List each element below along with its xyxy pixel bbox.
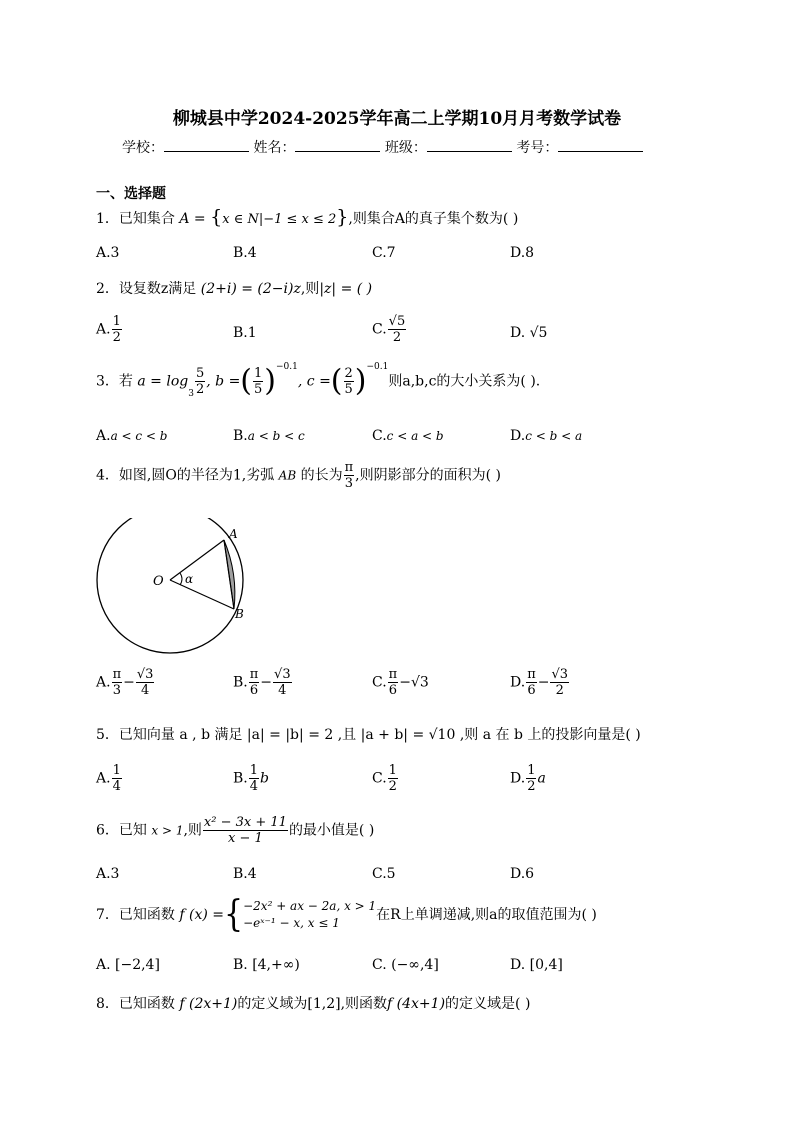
- option-label: B.: [233, 428, 248, 444]
- label-a: A: [229, 527, 238, 541]
- option-label: D.: [510, 770, 526, 787]
- brace-left: {: [224, 893, 244, 936]
- option-c[interactable]: C.5: [372, 866, 396, 882]
- question-5: [96, 724, 641, 744]
- option-label: D.: [510, 674, 526, 691]
- numerator: 1: [112, 763, 121, 778]
- numerator: π: [388, 667, 398, 682]
- numerator: 2: [344, 366, 353, 381]
- option-a[interactable]: A. [−2,4]: [96, 957, 160, 973]
- brace-left: {: [210, 206, 223, 228]
- option-b[interactable]: B.4: [233, 866, 257, 882]
- circle-figure: [92, 518, 262, 658]
- vector: a: [537, 770, 546, 787]
- class-blank[interactable]: [427, 139, 512, 152]
- numerator: √3: [274, 667, 291, 682]
- fraction: [388, 763, 398, 794]
- numerator: √3: [551, 667, 569, 682]
- question-text: 的长为: [300, 467, 343, 484]
- question-number: 4．: [96, 467, 119, 484]
- option-b[interactable]: [233, 428, 305, 444]
- question-text: 如图,圆O的半径为1,劣弧: [118, 467, 275, 484]
- option-d[interactable]: [510, 428, 582, 444]
- question-text: 则a,b,c的大小关系为( ).: [388, 373, 541, 390]
- question-text: 若: [118, 373, 133, 390]
- fraction: [203, 815, 288, 846]
- denominator: x − 1: [228, 831, 263, 846]
- question-number: 6．: [96, 822, 119, 839]
- question-4: [96, 460, 501, 491]
- fraction: [526, 667, 537, 698]
- option-b[interactable]: B. [4,+∞): [233, 957, 300, 973]
- number-blank[interactable]: [558, 139, 643, 152]
- math-expr: A =: [179, 211, 206, 227]
- fraction: [112, 314, 122, 345]
- option-d[interactable]: [510, 667, 570, 698]
- section-heading: 一、选择题: [96, 186, 166, 202]
- fraction: [273, 667, 292, 698]
- option-c[interactable]: [372, 763, 399, 794]
- paren-right: ): [264, 363, 277, 399]
- question-number: 2．: [96, 281, 119, 297]
- case-1: −2x² + ax − 2a, x > 1: [243, 899, 377, 913]
- question-number: 1．: [96, 211, 119, 227]
- fraction: [112, 667, 123, 698]
- math-expr: (2+i) = (2−i)z: [200, 281, 301, 297]
- math-expr: f (4x+1): [387, 996, 446, 1012]
- option-label: A.: [96, 674, 111, 691]
- math-expr: , c =: [297, 373, 331, 390]
- paren-left: (: [330, 363, 343, 399]
- denominator: 2: [392, 330, 402, 345]
- question-text: 已知函数: [118, 996, 175, 1012]
- option-a[interactable]: [96, 667, 155, 698]
- question-text: 的最小值是( ): [288, 822, 375, 839]
- option-label: B.: [233, 770, 248, 787]
- option-label: C.: [372, 321, 387, 338]
- operator: −: [399, 674, 411, 691]
- fraction: [249, 763, 259, 794]
- name-label: 姓名：: [253, 140, 296, 156]
- fraction: [388, 314, 407, 345]
- denominator: 2: [195, 382, 205, 397]
- question-7: [96, 893, 597, 936]
- question-text: ,则集合A的真子集个数为( ): [348, 211, 519, 227]
- question-text: ,则函数: [340, 996, 388, 1012]
- option-c[interactable]: [372, 314, 407, 345]
- option-c[interactable]: C.7: [372, 245, 396, 261]
- fraction: [195, 366, 205, 397]
- denominator: 2: [112, 330, 121, 345]
- option-d[interactable]: D.6: [510, 866, 535, 882]
- math-expr: f (x) =: [179, 907, 225, 923]
- paren-left: (: [240, 363, 253, 399]
- question-1: [96, 206, 518, 228]
- operator: −: [123, 674, 135, 691]
- option-label: A.: [96, 428, 111, 444]
- vector: b: [260, 770, 269, 787]
- label-b: B: [235, 607, 244, 621]
- exam-title: 柳城县中学2024-2025学年高二上学期10月月考数学试卷: [172, 109, 622, 129]
- math-expr: √3: [410, 674, 429, 691]
- question-text: 已知函数: [118, 907, 175, 923]
- math-expr: x > 1: [151, 823, 184, 838]
- option-d[interactable]: D.8: [510, 245, 535, 261]
- option-b[interactable]: [233, 763, 269, 794]
- angle-arc: [180, 573, 182, 585]
- numerator: 5: [195, 366, 205, 381]
- class-label: 班级：: [384, 140, 427, 156]
- math-expr: a < c < b: [110, 429, 168, 443]
- numerator: π: [344, 460, 354, 475]
- fraction: [112, 763, 122, 794]
- option-a[interactable]: A.3: [96, 866, 120, 882]
- label-alpha: α: [185, 572, 194, 586]
- question-number: 5．: [96, 727, 119, 743]
- numerator: π: [527, 667, 536, 682]
- denominator: 3: [344, 476, 354, 491]
- numerator: x² − 3x + 11: [203, 815, 287, 830]
- brace-right: }: [336, 206, 349, 228]
- fraction: [388, 667, 399, 698]
- info-line: [122, 137, 643, 157]
- question-text: 已知向量 a , b 满足 |a| = |b| = 2 ,且 |a + b| = √10 ,则 a 在 b 上的投影向量是( ): [118, 727, 641, 743]
- set-body: x ∈ N|−1 ≤ x ≤ 2: [222, 212, 337, 227]
- denominator: 2: [388, 779, 397, 794]
- numerator: √5: [388, 314, 406, 329]
- option-c[interactable]: [372, 428, 444, 444]
- denominator: 2: [555, 683, 564, 698]
- fraction: [253, 366, 263, 397]
- denominator: 4: [140, 683, 150, 698]
- option-label: B.: [233, 674, 248, 691]
- exponent: −0.1: [276, 362, 298, 372]
- log-base: 3: [188, 389, 194, 399]
- arc-label: AB: [278, 468, 297, 483]
- question-text: ,则: [183, 822, 202, 839]
- option-a[interactable]: A.3: [96, 245, 120, 261]
- denominator: 3: [112, 683, 121, 698]
- question-text: 的定义域为: [237, 996, 308, 1012]
- question-number: 8．: [96, 996, 119, 1012]
- math-expr: a < b < c: [247, 429, 305, 443]
- option-label: C.: [372, 770, 387, 787]
- operator: −: [537, 674, 550, 691]
- denominator: 4: [112, 779, 121, 794]
- paren-right: ): [354, 363, 367, 399]
- school-label: 学校：: [122, 140, 164, 156]
- piecewise-cases: [243, 898, 376, 932]
- numerator: π: [112, 667, 122, 682]
- denominator: 5: [344, 382, 353, 397]
- option-b[interactable]: B.4: [233, 245, 257, 261]
- math-expr: f (2x+1): [179, 996, 238, 1012]
- exponent: −0.1: [366, 362, 389, 372]
- numerator: 1: [254, 366, 263, 381]
- denominator: 6: [527, 683, 536, 698]
- question-number: 3．: [96, 373, 119, 390]
- question-text: 已知: [118, 822, 147, 839]
- number-label: 考号：: [516, 140, 559, 156]
- math-expr: a = log: [137, 373, 189, 390]
- option-label: A.: [96, 321, 111, 338]
- question-text: ,则: [300, 281, 320, 297]
- option-b[interactable]: B.1: [233, 325, 257, 341]
- denominator: 4: [249, 779, 259, 794]
- question-2: [96, 278, 372, 298]
- option-label: D.: [510, 428, 526, 444]
- numerator: 1: [388, 763, 397, 778]
- math-expr: c < b < a: [525, 429, 583, 443]
- radius-oa: [170, 540, 224, 580]
- option-d[interactable]: [510, 763, 546, 794]
- option-c[interactable]: C. (−∞,4]: [372, 957, 439, 973]
- math-expr: c < a < b: [386, 429, 444, 443]
- fraction: [136, 667, 155, 698]
- option-label: A.: [96, 770, 111, 787]
- name-blank[interactable]: [295, 139, 380, 152]
- label-o: O: [153, 574, 164, 589]
- numerator: 1: [112, 314, 121, 329]
- numerator: 1: [249, 763, 259, 778]
- math-expr: |z| = ( ): [319, 281, 373, 297]
- option-label: C.: [372, 428, 387, 444]
- question-text: 设复数z满足: [118, 281, 197, 297]
- denominator: 4: [278, 683, 287, 698]
- circle-outline: [97, 518, 243, 653]
- numerator: π: [249, 667, 259, 682]
- math-expr: [1,2]: [307, 996, 341, 1012]
- question-6: [96, 815, 374, 846]
- option-a[interactable]: [96, 314, 123, 345]
- denominator: 2: [527, 779, 536, 794]
- question-text: 的定义域是( ): [445, 996, 531, 1012]
- numerator: 1: [527, 763, 536, 778]
- math-expr: , b =: [206, 373, 241, 390]
- question-text: 已知集合: [118, 211, 175, 227]
- school-blank[interactable]: [164, 139, 249, 152]
- option-d[interactable]: D. [0,4]: [510, 957, 563, 973]
- fraction: [550, 667, 569, 698]
- fraction: [526, 763, 536, 794]
- fraction: [344, 366, 354, 397]
- denominator: 6: [388, 683, 398, 698]
- fraction: [249, 667, 260, 698]
- denominator: 6: [249, 683, 259, 698]
- question-3: [96, 362, 541, 399]
- question-text: ,则阴影部分的面积为( ): [355, 467, 501, 484]
- option-d[interactable]: D. √5: [510, 325, 548, 341]
- question-number: 7．: [96, 907, 119, 923]
- fraction: [344, 460, 355, 491]
- denominator: 5: [254, 382, 263, 397]
- question-8: [96, 993, 530, 1013]
- operator: −: [260, 674, 273, 691]
- option-b[interactable]: [233, 667, 293, 698]
- case-2: −eˣ⁻¹ − x, x ≤ 1: [243, 916, 340, 930]
- option-a[interactable]: [96, 763, 123, 794]
- question-text: 在R上单调递减,则a的取值范围为( ): [376, 907, 597, 923]
- option-a[interactable]: [96, 428, 168, 444]
- radius-ob: [170, 580, 234, 609]
- numerator: √3: [136, 667, 154, 682]
- option-label: C.: [372, 674, 387, 691]
- option-c[interactable]: [372, 667, 429, 698]
